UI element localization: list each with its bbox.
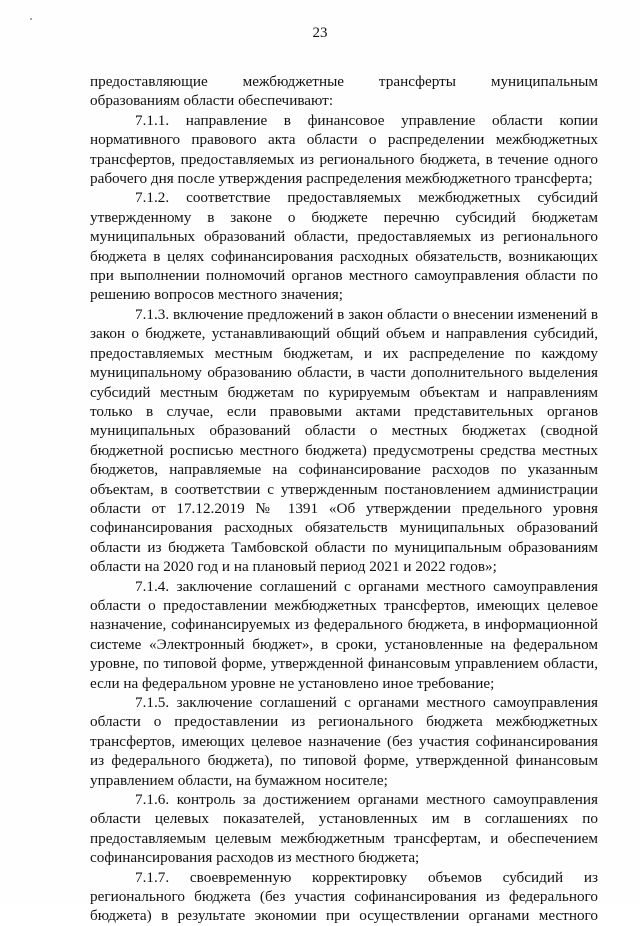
paragraph-7-1-3: 7.1.3. включение предложений в закон области о внесении изменений в закон о бюджете, устанавливающий общий объем и направления субсидий, предоставляемых местным бюджетам, и их распределение по каждому муниципальному образованию области, в части дополнительного выделения субсидий местным бюджетам по курируемым объектам и направлениям только в случае, если правовыми актами представительных органов муниципальных образований области о местных бюджетах (сводной бюджетной росписью местного бюджета) предусмотрены средства местных бюджетов, направляемые на софинансирование расходов по указанным объектам, в соответствии с утвержденным постановлением администрации области от 17.12.2019 № 1391 «Об утверждении предельного уровня софинансирования расходных обязательств муниципальных образований области из бюджета Тамбовской области по муниципальным образованиям области на 2020 год и на плановый период 2021 и 2022 годов»; xyxy=(90,305,598,576)
paragraph-7-1-2: 7.1.2. соответствие предоставляемых межбюджетных субсидий утвержденному в законе о бюджете перечню субсидий бюджетам муниципальных образований области, предоставляемых из регионального бюджета в целях софинансирования расходных обязательств, возникающих при выполнении полномочий органов местного самоуправления области по решению вопросов местного значения; xyxy=(90,189,598,304)
page-number: 23 xyxy=(312,25,328,41)
paragraph-intro: предоставляющие межбюджетные трансферты муниципальным образованиям области обеспечивают: xyxy=(90,73,598,110)
paragraph-7-1-5: 7.1.5. заключение соглашений с органами местного самоуправления области о предоставлении из регионального бюджета межбюджетных трансфертов, имеющих целевое назначение (без участия софинансирования из федерального бюджета), по типовой форме, утвержденной финансовым управлением области, на бумажном носителе; xyxy=(90,694,598,789)
paragraph-7-1-1: 7.1.1. направление в финансовое управление области копии нормативного правового акта области о распределении межбюджетных трансфертов, предоставляемых из регионального бюджета, в течение одного рабочего дня после утверждения распределения межбюджетного трансферта; xyxy=(90,111,598,188)
document-body xyxy=(90,72,598,926)
paragraph-7-1-4: 7.1.4. заключение соглашений с органами местного самоуправления области о предоставлении межбюджетных трансфертов, имеющих целевое назначение, софинансируемых из федерального бюджета, в информационной системе «Электронный бюджет», в сроки, установленные на федеральном уровне, по типовой форме, утвержденной финансовым управлением области, если на федеральном уровне не установлено иное требование; xyxy=(90,577,598,692)
paragraph-7-1-6: 7.1.6. контроль за достижением органами местного самоуправления области целевых показателей, установленных им в соглашениях по предоставляемым целевым межбюджетным трансфертам, и обеспечением софинансирования расходов из местного бюджета; xyxy=(90,791,598,867)
scan-speck xyxy=(30,18,32,20)
paragraph-7-1-7: 7.1.7. своевременную корректировку объемов субсидий из регионального бюджета (без участия софинансирования из федерального бюджета) в результате экономии при осуществлении органами местного xyxy=(90,868,598,925)
